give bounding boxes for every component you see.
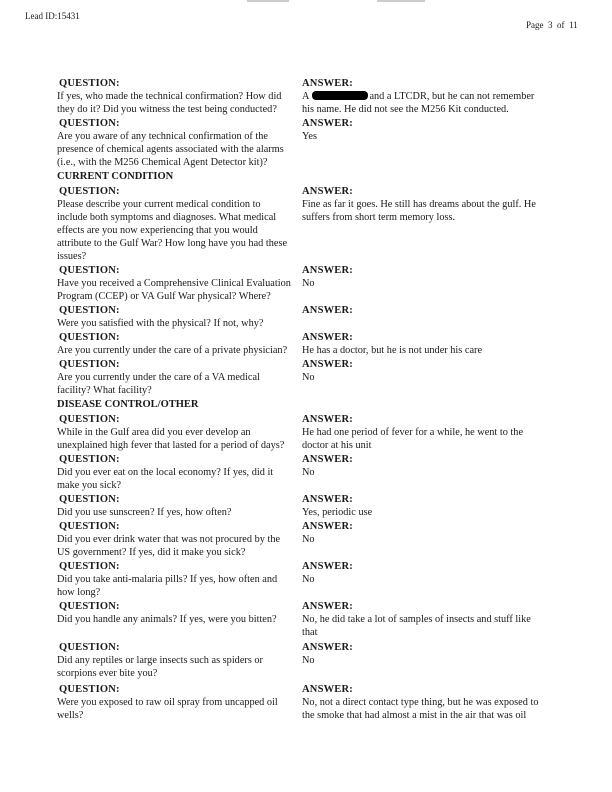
question-label: QUESTION:: [59, 414, 120, 425]
scan-artifact: [247, 0, 289, 2]
redaction-bar: [312, 91, 368, 100]
answer-label: ANSWER:: [302, 601, 353, 612]
answer-text: No: [302, 278, 315, 289]
question-label: QUESTION:: [59, 601, 120, 612]
scan-artifact: [377, 0, 425, 2]
question-text: Are you aware of any technical confirmation of the presence of chemical agents associated with the alarms (i.e., with the M256 Chemical Agent Detector kit)?: [57, 131, 284, 168]
section-heading-current-condition: CURRENT CONDITION: [57, 171, 174, 182]
answer-label: ANSWER:: [302, 78, 353, 89]
question-text: Have you received a Comprehensive Clinical Evaluation Program (CCEP) or VA Gulf War physical? Where?: [57, 278, 291, 302]
answer-label: ANSWER:: [302, 305, 353, 316]
answer-text: He has a doctor, but he is not under his care: [302, 345, 483, 356]
answer-text: Yes: [302, 131, 317, 142]
answer-label: ANSWER:: [302, 642, 353, 653]
answer-label: ANSWER:: [302, 454, 353, 465]
question-text: Did you ever eat on the local economy? If yes, did it make you sick?: [57, 467, 274, 491]
answer-label: ANSWER:: [302, 186, 353, 197]
answer-text: Yes, periodic use: [302, 507, 373, 518]
answer-text: No: [302, 372, 315, 383]
answer-label: ANSWER:: [302, 684, 353, 695]
question-text: Did you ever drink water that was not procured by the US government? If yes, did it make you sick?: [57, 534, 281, 558]
question-label: QUESTION:: [59, 521, 120, 532]
question-label: QUESTION:: [59, 332, 120, 343]
question-text: Did you use sunscreen? If yes, how often?: [57, 507, 232, 518]
answer-text: No: [302, 534, 315, 545]
question-label: QUESTION:: [59, 78, 120, 89]
answer-text: No: [302, 467, 315, 478]
answer-text: No, not a direct contact type thing, but he was exposed to the smoke that had almost a mist in the air that was oil: [302, 697, 539, 721]
answer-label: ANSWER:: [302, 521, 353, 532]
question-label: QUESTION:: [59, 265, 120, 276]
lead-id: Lead ID:15431: [25, 11, 80, 21]
answer-prefix: A: [302, 91, 309, 102]
question-text: Are you currently under the care of a private physician?: [57, 345, 288, 356]
question-text: Please describe your current medical condition to include both symptoms and diagnoses. What medical effects are you now experiencing that you would attribute to the Gulf War? How long have you had these issues?: [57, 199, 288, 262]
question-text: Were you satisfied with the physical? If not, why?: [57, 318, 264, 329]
question-label: QUESTION:: [59, 561, 120, 572]
answer-suffix: and a LTCDR, but he can not remember his name. He did not see the M256 Kit conducted.: [302, 91, 535, 115]
answer-label: ANSWER:: [302, 359, 353, 370]
answer-text: Fine as far it goes. He still has dreams about the gulf. He suffers from short term memory loss.: [302, 199, 536, 223]
section-heading-disease-control: DISEASE CONTROL/OTHER: [57, 399, 199, 410]
answer-text: No: [302, 655, 315, 666]
page-number: Page 3 of 11: [526, 20, 578, 30]
answer-text: He had one period of fever for a while, he went to the doctor at his unit: [302, 427, 524, 451]
question-text: Did you take anti-malaria pills? If yes, how often and how long?: [57, 574, 278, 598]
question-text: Did any reptiles or large insects such as spiders or scorpions ever bite you?: [57, 655, 263, 679]
answer-label: ANSWER:: [302, 414, 353, 425]
question-label: QUESTION:: [59, 186, 120, 197]
question-label: QUESTION:: [59, 305, 120, 316]
answer-text: No: [302, 574, 315, 585]
question-label: QUESTION:: [59, 494, 120, 505]
answer-label: ANSWER:: [302, 332, 353, 343]
question-label: QUESTION:: [59, 642, 120, 653]
question-label: QUESTION:: [59, 684, 120, 695]
question-text: While in the Gulf area did you ever develop an unexplained high fever that lasted for a period of days?: [57, 427, 285, 451]
answer-label: ANSWER:: [302, 561, 353, 572]
answer-label: ANSWER:: [302, 265, 353, 276]
answer-text: No, he did take a lot of samples of insects and stuff like that: [302, 614, 531, 638]
question-label: QUESTION:: [59, 454, 120, 465]
question-text: Did you handle any animals? If yes, were you bitten?: [57, 614, 277, 625]
question-text: Are you currently under the care of a VA medical facility? What facility?: [57, 372, 260, 396]
question-text: Were you exposed to raw oil spray from uncapped oil wells?: [57, 697, 278, 721]
answer-label: ANSWER:: [302, 118, 353, 129]
question-label: QUESTION:: [59, 359, 120, 370]
question-label: QUESTION:: [59, 118, 120, 129]
question-text: If yes, who made the technical confirmation? How did they do it? Did you witness the test being conducted?: [57, 91, 282, 115]
answer-label: ANSWER:: [302, 494, 353, 505]
answer-text: [302, 90, 572, 116]
